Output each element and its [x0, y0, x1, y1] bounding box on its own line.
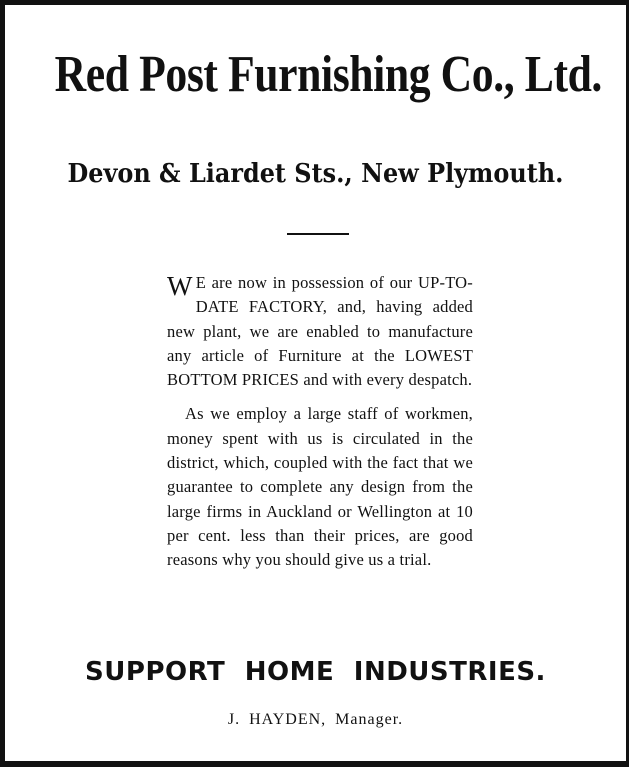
company-address: Devon & Liardet Sts., New Plymouth.	[67, 159, 564, 189]
manager-signature: J. HAYDEN, Manager.	[227, 711, 404, 728]
paragraph-factory	[167, 271, 473, 392]
slogan: SUPPORT HOME INDUSTRIES.	[85, 657, 546, 687]
drop-cap: W	[167, 271, 193, 301]
paragraph-staff: As we employ a large staff of workmen, money spent with us is circulated in the district, which, coupled with the fact that we guarantee to complete any design from the large firms in Auckland or Wellington at 10 per cent. less than their prices, are good reasons why you should give us a trial.	[167, 404, 473, 570]
advert-body	[167, 271, 473, 573]
company-name: Red Post Furnishing Co., Ltd.	[54, 46, 602, 103]
divider-rule	[287, 233, 349, 235]
paragraph-factory-text: E are now in possession of our UP-TO-DATE FACTORY, and, having added new plant, we are enabled to manufacture any article of Furniture at the LOWEST BOTTOM PRICES and with every despatch.	[167, 273, 473, 390]
